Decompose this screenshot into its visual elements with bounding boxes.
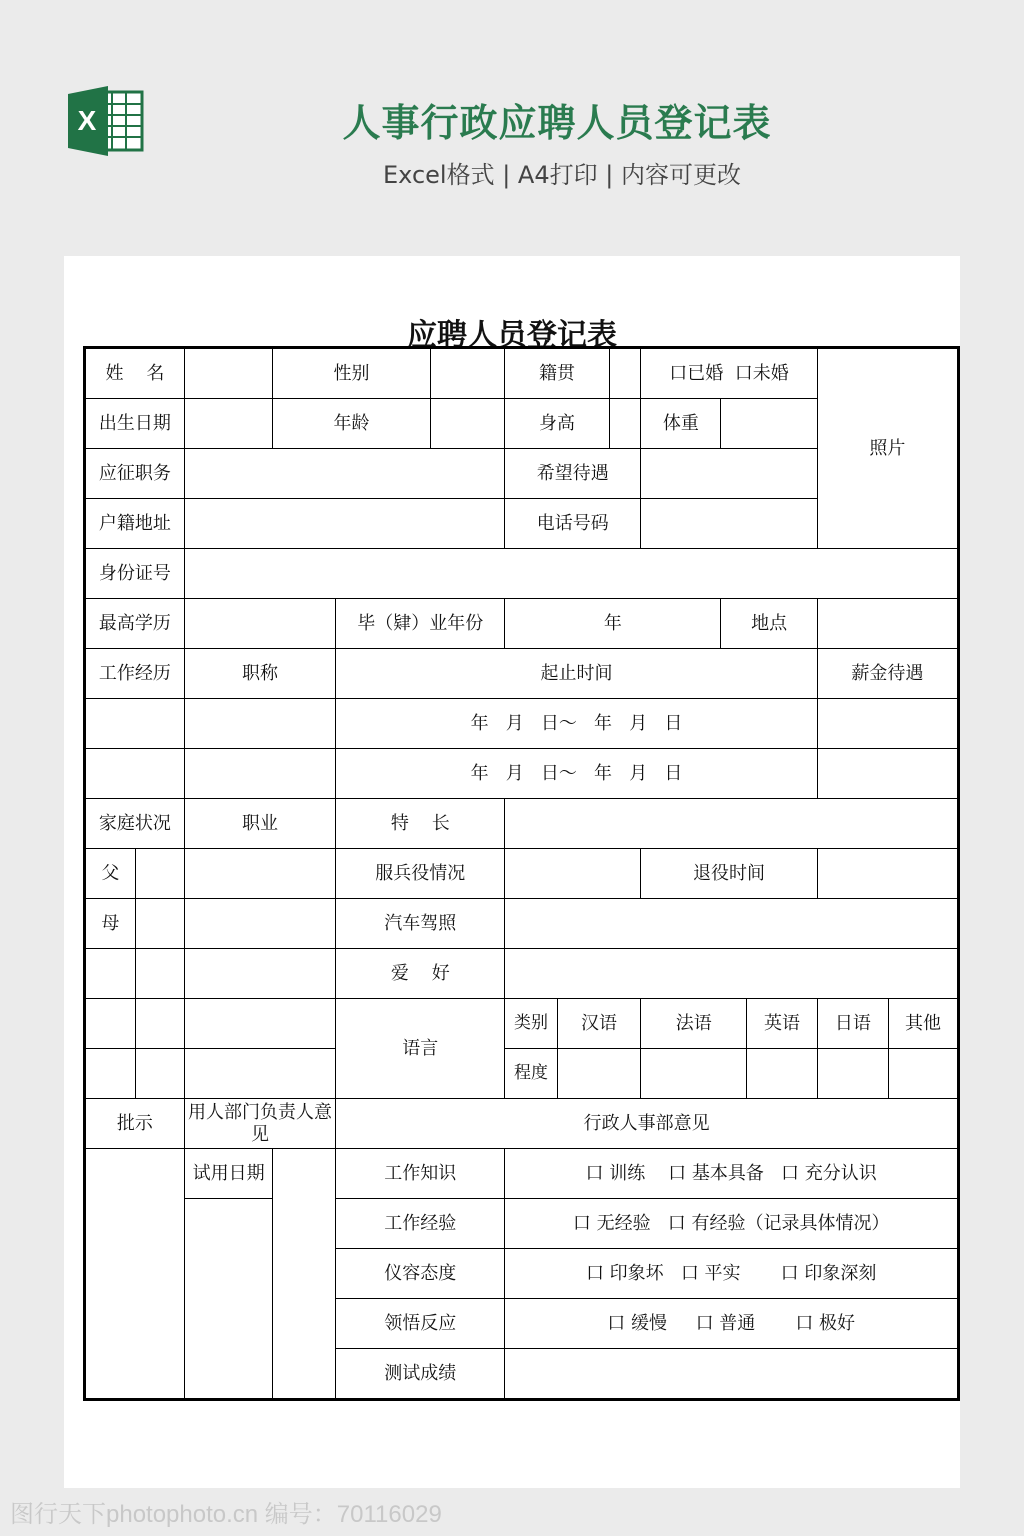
evaluation-options[interactable]: 口 缓慢 口 普通 口 极好 [505,1299,959,1349]
work-period-field[interactable]: 年 月 日～ 年 月 日 [336,699,818,749]
mother-label: 母 [85,899,136,949]
id-number-field[interactable] [184,549,958,599]
table-row [85,699,959,749]
form-row [85,1149,959,1199]
evaluation-label: 仪容态度 [336,1249,505,1299]
family-name-field[interactable] [135,1049,184,1099]
driver-license-label: 汽车驾照 [336,899,505,949]
sheet-title: 应聘人员登记表 [407,318,617,353]
military-service-field[interactable] [505,849,641,899]
household-address-field[interactable] [184,499,505,549]
name-field[interactable] [184,348,273,399]
family-status-label: 家庭状况 [85,799,185,849]
form-row [85,1199,959,1249]
language-option-japanese: 日语 [817,999,888,1049]
language-option-other: 其他 [889,999,959,1049]
discharge-date-field[interactable] [817,849,958,899]
page-title: 人事行政应聘人员登记表 [342,101,772,145]
education-label: 最高学历 [85,599,185,649]
salary-header: 薪金待遇 [817,649,958,699]
phone-label: 电话号码 [505,499,641,549]
watermark: 图行天下photophoto.cn 编号：70116029 [10,1501,442,1528]
age-label: 年龄 [273,399,430,449]
education-field[interactable] [184,599,335,649]
work-salary-field[interactable] [817,749,958,799]
family-name-field[interactable] [135,949,184,999]
language-label: 语言 [336,999,505,1099]
family-occupation-field[interactable] [184,999,335,1049]
expected-salary-label: 希望待遇 [505,449,641,499]
form-row [85,649,959,699]
form-paper [64,256,960,1488]
family-relation-field[interactable] [85,949,136,999]
work-history-label: 工作经历 [85,649,185,699]
place-field[interactable] [817,599,958,649]
form-row [85,599,959,649]
family-occupation-field[interactable] [184,949,335,999]
family-name-field[interactable] [135,999,184,1049]
form-row [85,1099,959,1149]
evaluation-options[interactable]: 口 印象坏 口 平实 口 印象深刻 [505,1249,959,1299]
hobby-field[interactable] [505,949,959,999]
applied-position-field[interactable] [184,449,505,499]
weight-label: 体重 [641,399,721,449]
birth-date-label: 出生日期 [85,399,185,449]
birth-date-field[interactable] [184,399,273,449]
work-title-field[interactable] [184,699,335,749]
evaluation-options[interactable]: 口 无经验 口 有经验（记录具体情况） [505,1199,959,1249]
evaluation-options[interactable]: 口 训练 口 基本具备 口 充分认识 [505,1149,959,1199]
weight-field[interactable] [721,399,817,449]
mother-occupation-field[interactable] [184,899,335,949]
registration-form [83,346,960,1401]
work-salary-field[interactable] [817,699,958,749]
level-english-field[interactable] [747,1049,817,1099]
form-row [85,849,959,899]
graduation-year-field[interactable]: 年 [505,599,721,649]
gender-label: 性别 [273,348,430,399]
language-option-french: 法语 [641,999,747,1049]
hobby-label: 爱 好 [336,949,505,999]
household-address-label: 户籍地址 [85,499,185,549]
evaluation-label: 工作知识 [336,1149,505,1199]
phone-field[interactable] [641,499,817,549]
native-place-label: 籍贯 [505,348,609,399]
form-row [85,1049,959,1099]
level-japanese-field[interactable] [817,1049,888,1099]
page-subtitle: Excel格式 | A4打印 | 内容可更改 [383,161,741,189]
gender-field[interactable] [430,348,505,399]
work-company-field[interactable] [85,749,185,799]
language-category-label: 类别 [505,999,557,1049]
table-row [85,749,959,799]
name-label: 姓 名 [85,348,185,399]
discharge-date-label: 退役时间 [641,849,817,899]
work-title-field[interactable] [184,749,335,799]
form-row [85,999,959,1049]
age-field[interactable] [430,399,505,449]
dept-head-opinion-label: 用人部门负责人意见 [184,1099,335,1149]
level-other-field[interactable] [889,1049,959,1099]
family-occupation-field[interactable] [184,1049,335,1099]
language-option-chinese: 汉语 [557,999,641,1049]
specialty-field[interactable] [505,799,959,849]
form-row [85,799,959,849]
hr-opinion-label: 行政人事部意见 [336,1099,959,1149]
mother-name-field[interactable] [135,899,184,949]
father-name-field[interactable] [135,849,184,899]
marital-status-checkboxes[interactable]: 口已婚 口未婚 [641,348,817,399]
native-place-field[interactable] [609,348,641,399]
level-french-field[interactable] [641,1049,747,1099]
applied-position-label: 应征职务 [85,449,185,499]
occupation-header: 职业 [184,799,335,849]
evaluation-label: 工作经验 [336,1199,505,1249]
father-label: 父 [85,849,136,899]
approval-label: 批示 [85,1099,185,1149]
expected-salary-field[interactable] [641,449,817,499]
form-row [85,949,959,999]
family-relation-field[interactable] [85,999,136,1049]
form-row [85,348,959,399]
specialty-label: 特 长 [336,799,505,849]
language-option-english: 英语 [747,999,817,1049]
photo-box: 照片 [817,348,958,549]
military-service-label: 服兵役情况 [336,849,505,899]
job-title-header: 职称 [184,649,335,699]
trial-date-field[interactable] [184,1199,273,1400]
father-occupation-field[interactable] [184,849,335,899]
test-score-field[interactable] [505,1349,959,1400]
trial-date-value-field[interactable] [273,1149,336,1400]
trial-date-label: 试用日期 [184,1149,273,1199]
id-number-label: 身份证号 [85,549,185,599]
test-score-label: 测试成绩 [336,1349,505,1400]
form-row [85,549,959,599]
height-field[interactable] [609,399,641,449]
logo-letter: X [77,105,97,136]
evaluation-label: 领悟反应 [336,1299,505,1349]
graduation-year-label: 毕（肄）业年份 [336,599,505,649]
place-label: 地点 [721,599,817,649]
height-label: 身高 [505,399,609,449]
period-header: 起止时间 [336,649,818,699]
level-chinese-field[interactable] [557,1049,641,1099]
form-row [85,899,959,949]
work-period-field[interactable]: 年 月 日～ 年 月 日 [336,749,818,799]
language-level-label: 程度 [505,1049,557,1099]
approval-field[interactable] [85,1149,185,1400]
work-company-field[interactable] [85,699,185,749]
family-relation-field[interactable] [85,1049,136,1099]
driver-license-field[interactable] [505,899,959,949]
